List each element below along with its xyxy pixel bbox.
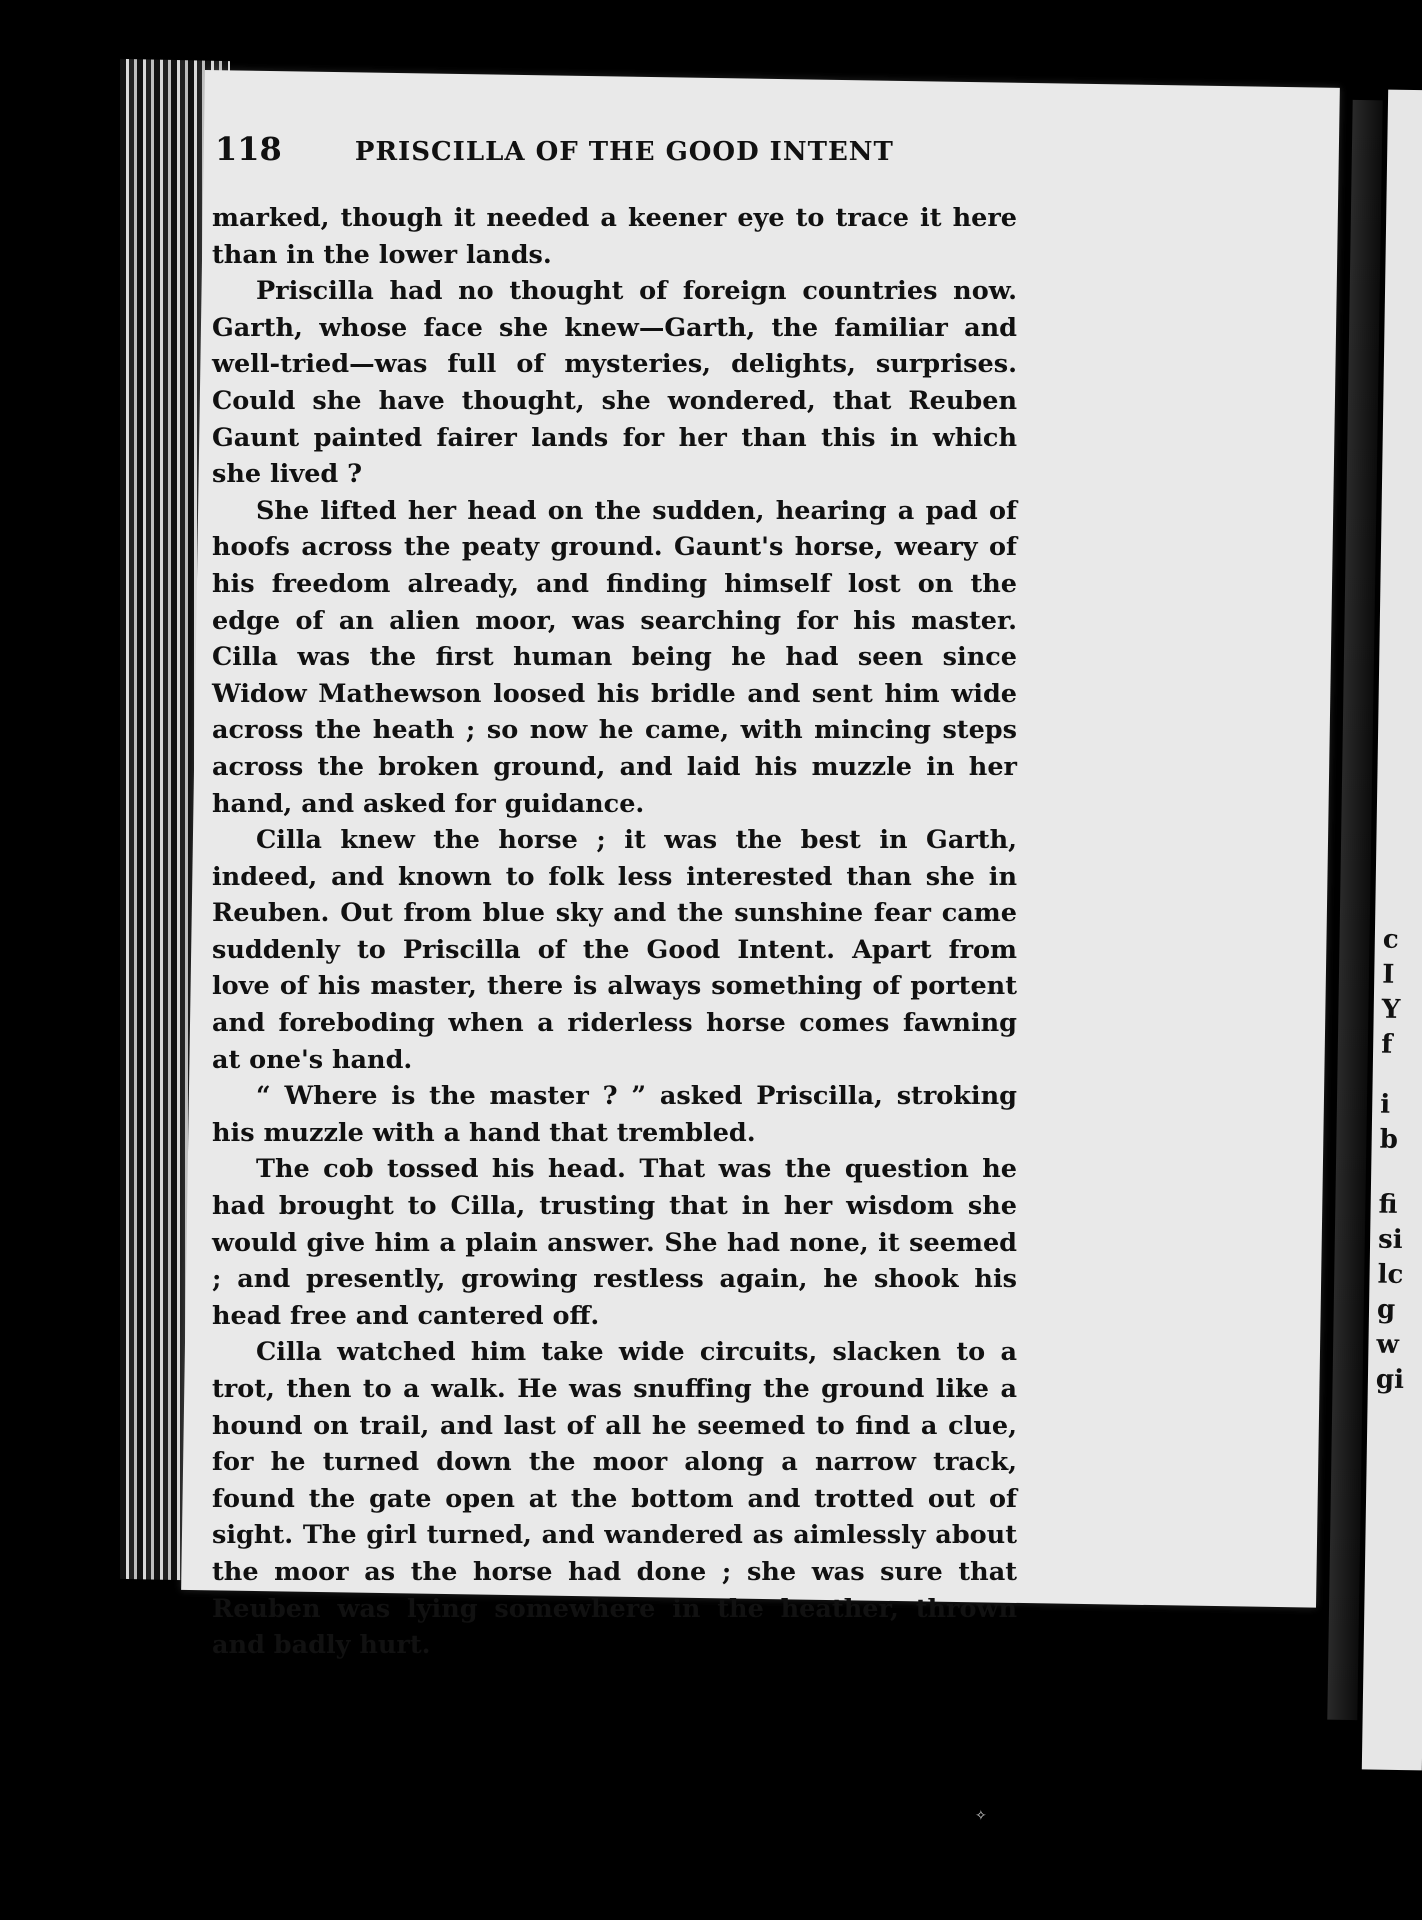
facing-page-letter: si	[1377, 1224, 1403, 1255]
facing-page-letter: i	[1380, 1089, 1391, 1120]
facing-page-letter: Y	[1381, 994, 1401, 1025]
body-text	[212, 200, 1017, 1664]
facing-page-letter: g	[1376, 1294, 1396, 1325]
facing-page-letter: f	[1380, 1029, 1393, 1060]
paragraph: Cilla knew the horse ; it was the best in Garth, indeed, and known to folk less interested than she in Reuben. Out from blue sky and the sunshine fear came suddenly to Priscilla of the Good Intent. Apart from love of his master, there is always something of portent and foreboding when a riderless horse comes fawning at one's hand.	[212, 825, 1017, 1075]
scan-artifact-mark: ✧	[975, 1808, 987, 1824]
facing-page-letter: I	[1382, 959, 1395, 990]
paragraph: The cob tossed his head. That was the question he had brought to Cilla, trusting that in her wisdom she would give him a plain answer. She had none, it seemed ; and presently, growing restless again, he shook his head free and cantered off.	[212, 1154, 1017, 1331]
facing-page-letter: c	[1382, 924, 1399, 955]
facing-page-letter: gi	[1375, 1364, 1405, 1396]
running-title: PRISCILLA OF THE GOOD INTENT	[354, 137, 894, 167]
facing-page-letter: b	[1379, 1124, 1399, 1155]
page-header	[215, 130, 915, 168]
facing-page-letter: lc	[1377, 1259, 1404, 1291]
paragraph: She lifted her head on the sudden, hearing a pad of hoofs across the peaty ground. Gaunt's horse, weary of his freedom already, and finding himself lost on the edge of an alien moor, was searching for his master. Cilla was the first human being he had seen since Widow Mathewson loosed his bridle and sent him wide across the heath ; so now he came, with mincing steps across the broken ground, and laid his muzzle in her hand, and asked for guidance.	[212, 495, 1017, 819]
facing-page-letter: fi	[1378, 1189, 1398, 1220]
facing-page-letter: w	[1376, 1329, 1400, 1360]
paragraph: marked, though it needed a keener eye to trace it here than in the lower lands.	[212, 203, 1017, 270]
paragraph: Cilla watched him take wide circuits, slacken to a trot, then to a walk. He was snuffing the ground like a hound on trail, and last of all he seemed to find a clue, for he turned down the moor along a narrow track, found the gate open at the bottom and trotted out of sight. The girl turned, and wandered as aimlessly about the moor as the horse had done ; she was sure that Reuben was lying somewhere in the heather, thrown and badly hurt.	[212, 1337, 1017, 1661]
paragraph: “ Where is the master ? ” asked Priscilla, stroking his muzzle with a hand that trembled.	[212, 1081, 1017, 1148]
paragraph: Priscilla had no thought of foreign countries now. Garth, whose face she knew—Garth, the familiar and well-tried—was full of mysteries, delights, surprises. Could she have thought, she wondered, that Reuben Gaunt painted fairer lands for her than this in which she lived ?	[212, 276, 1017, 490]
page-number: 118	[215, 130, 282, 168]
